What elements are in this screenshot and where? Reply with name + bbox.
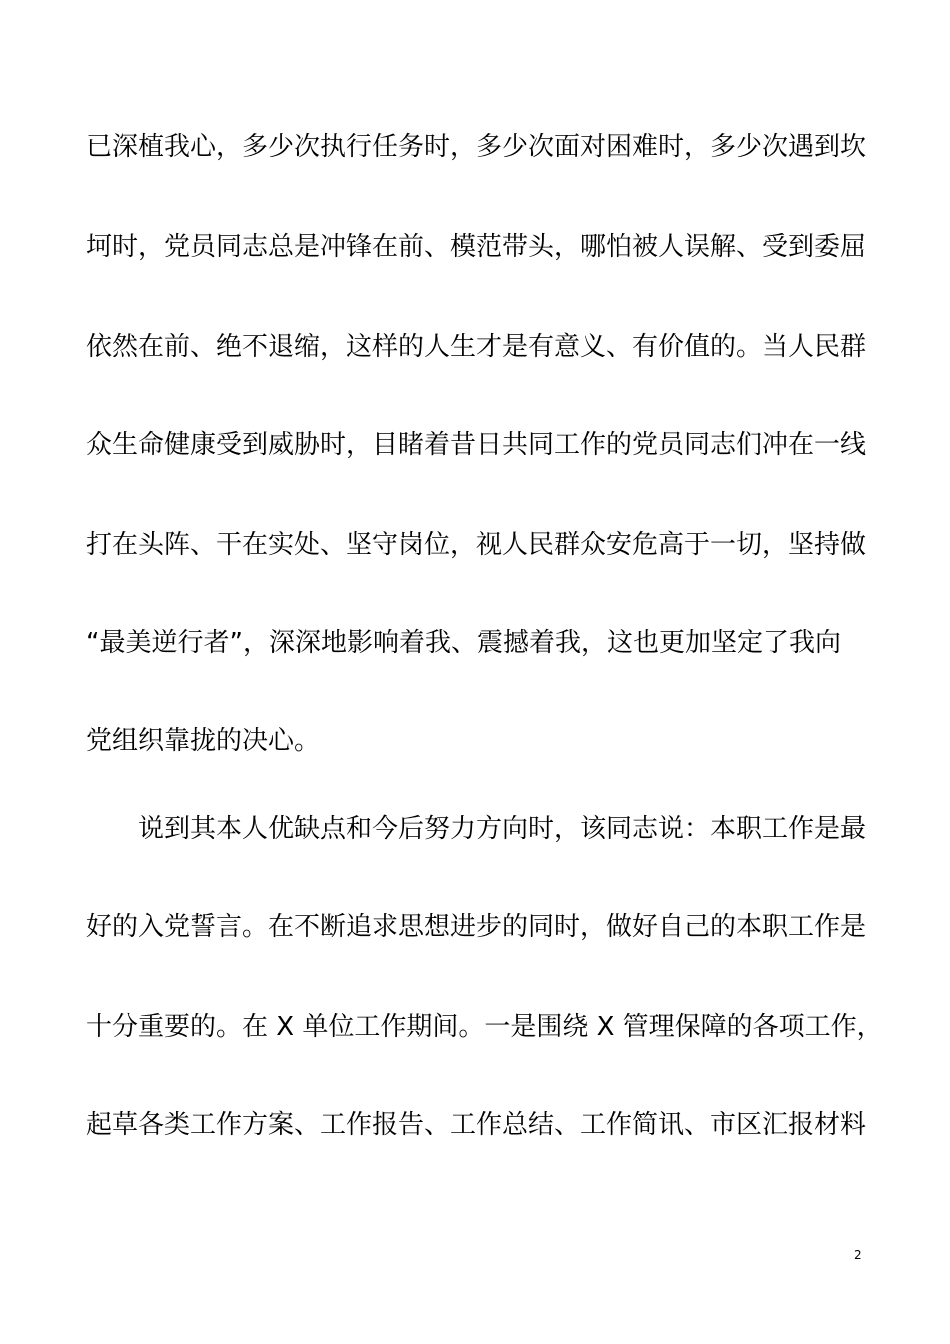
page-number: 2 [854,1248,862,1262]
paragraph-line: 十分重要的。在 X 单位工作期间。一是围绕 X 管理保障的各项工作， [86,1012,883,1042]
paragraph-line: 众生命健康受到威胁时，目睹着昔日共同工作的党员同志们冲在一线 [86,430,867,460]
paragraph-line: 打在头阵、干在实处、坚守岗位，视人民群众安危高于一切，坚持做 [86,530,867,560]
paragraph-line: 依然在前、绝不退缩，这样的人生才是有意义、有价值的。当人民群 [86,332,867,362]
paragraph-line: 好的入党誓言。在不断追求思想进步的同时，做好自己的本职工作是 [86,912,867,942]
paragraph-first-line: 说到其本人优缺点和今后努力方向时，该同志说：本职工作是最 [138,814,867,844]
paragraph-line: 已深植我心，多少次执行任务时，多少次面对困难时，多少次遇到坎 [86,132,867,162]
paragraph-line: 坷时，党员同志总是冲锋在前、模范带头，哪怕被人误解、受到委屈 [86,232,867,262]
paragraph-line: “最美逆行者”，深深地影响着我、震撼着我，这也更加坚定了我向 [86,628,841,658]
paragraph-line: 党组织靠拢的决心。 [86,726,321,756]
paragraph-line: 起草各类工作方案、工作报告、工作总结、工作简讯、市区汇报材料 [86,1110,867,1140]
